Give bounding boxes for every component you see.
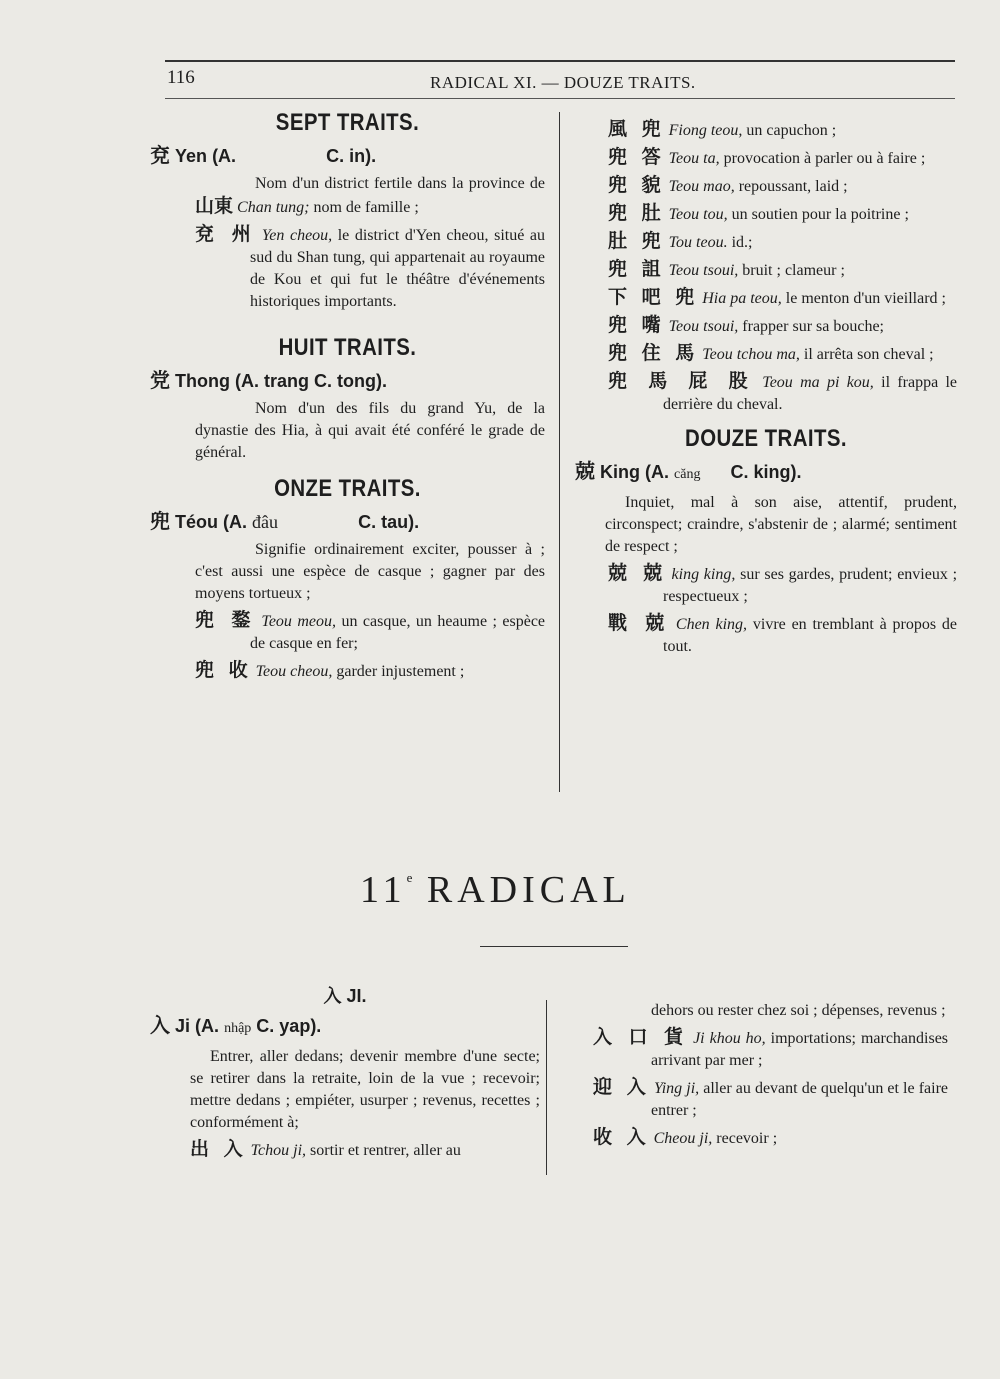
page-number: 116 [167, 67, 195, 88]
lower-right-column [593, 1000, 948, 1154]
headword-thong: 党 Thong (A. trang C. tong). [150, 368, 387, 392]
headword-ji: 入 Ji (A. nhập C. yap). [150, 1013, 322, 1037]
radical-rule [480, 946, 628, 947]
list-item: 兜 詛 Teou tsoui, bruit ; clameur ; [608, 258, 845, 280]
left-column [150, 109, 546, 687]
list-item: 兜 馬 屁 股 Teou ma pi kou, il frappa le derrière du cheval. [608, 370, 958, 413]
headword-king: 兢 King (A. căng C. king). [575, 459, 802, 483]
subentry-teou-meou: 兜 鍪 Teou meou, un casque, un heaume ; espèce de casque en fer; [195, 609, 546, 652]
header-rule-lower [165, 98, 955, 99]
section-title-huit: HUIT TRAITS. [278, 334, 417, 361]
lower-left-column [150, 985, 540, 1166]
list-item: 兜 嘴 Teou tsoui, frapper sur sa bouche; [608, 314, 884, 336]
definition-thong: Nom d'un des fils du grand Yu, de la dynastie des Hia, à qui avait été conféré le grade de général. [195, 400, 545, 461]
definition-king: Inquiet, mal à son aise, attentif, prudent, circonspect; craindre, s'abstenir de ; alarmé; sentiment de respect ; [605, 494, 957, 555]
right-column [575, 118, 957, 662]
list-item: 肚 兜 Tou teou. id.; [608, 230, 753, 252]
definition-ji-cont: dehors ou rester chez soi ; dépenses, revenus ; [651, 1002, 946, 1019]
header-rule [165, 60, 955, 62]
subentry-tchou-ji: 出 入 Tchou ji, sortir et rentrer, aller au [190, 1138, 461, 1160]
section-title-onze: ONZE TRAITS. [274, 475, 421, 502]
definition-ji: Entrer, aller dedans; devenir membre d'une secte; se retirer dans la retraite, loin de la vue ; recevoir; mettre dedans ; empiéter, usurper ; revenus, recettes ; conformément à; [190, 1048, 540, 1131]
list-item: 兜 貌 Teou mao, repoussant, laid ; [608, 174, 848, 196]
subentry-ji-khou-ho: 入 口 貨 Ji khou ho, importations; marchandises arrivant par mer ; [593, 1026, 949, 1069]
headword-teou: 兜 Téou (A. đâu C. tau). [150, 509, 420, 533]
column-divider [559, 112, 560, 792]
definition-yen: Nom d'un district fertile dans la province de 山東 Chan tung; nom de famille ; [195, 175, 545, 217]
section-title-sept: SEPT TRAITS. [275, 109, 420, 136]
subentry-yen-cheou: 兗 州 Yen cheou, le district d'Yen cheou, situé au sud du Shan tung, qui appartenait au royaume de Kou et qui fut le théâtre d'événements historiques importants. [195, 223, 545, 310]
list-item: 兜 肚 Teou tou, un soutien pour la poitrine ; [608, 202, 909, 224]
column-divider-lower [546, 1000, 547, 1175]
list-item: 兜 住 馬 Teou tchou ma, il arrêta son cheval ; [608, 342, 934, 364]
subentry-teou-cheou: 兜 收 Teou cheou, garder injustement ; [195, 659, 465, 681]
subentry-cheou-ji: 收 入 Cheou ji, recevoir ; [593, 1126, 778, 1148]
running-head: RADICAL XI. — DOUZE TRAITS. [430, 73, 696, 92]
list-item: 風 兜 Fiong teou, un capuchon ; [608, 118, 837, 140]
subentry-chen-king: 戰 兢 Chen king, vivre en tremblant à propos de tout. [608, 612, 958, 655]
headword-yen: 兗 Yen (A. C. in). [150, 143, 377, 167]
subentry-king-king: 兢 兢 king king, sur ses gardes, prudent; envieux ; respectueux ; [608, 562, 958, 605]
section-title-douze: DOUZE TRAITS. [685, 425, 847, 452]
radical-heading: 11e RADICAL [360, 869, 631, 911]
definition-teou: Signifie ordinairement exciter, pousser à ; c'est aussi une espèce de casque ; gagner par des moyens tortueux ; [195, 541, 545, 602]
list-item: 下 吧 兜 Hia pa teou, le menton d'un vieillard ; [608, 286, 946, 308]
subentry-ying-ji: 迎 入 Ying ji, aller au devant de quelqu'un et le faire entrer ; [593, 1076, 948, 1119]
teou-compound-list [575, 118, 957, 416]
list-item: 兜 答 Teou ta, provocation à parler ou à faire ; [608, 146, 926, 168]
radical-ji-title: 入 JI. [323, 986, 367, 1007]
